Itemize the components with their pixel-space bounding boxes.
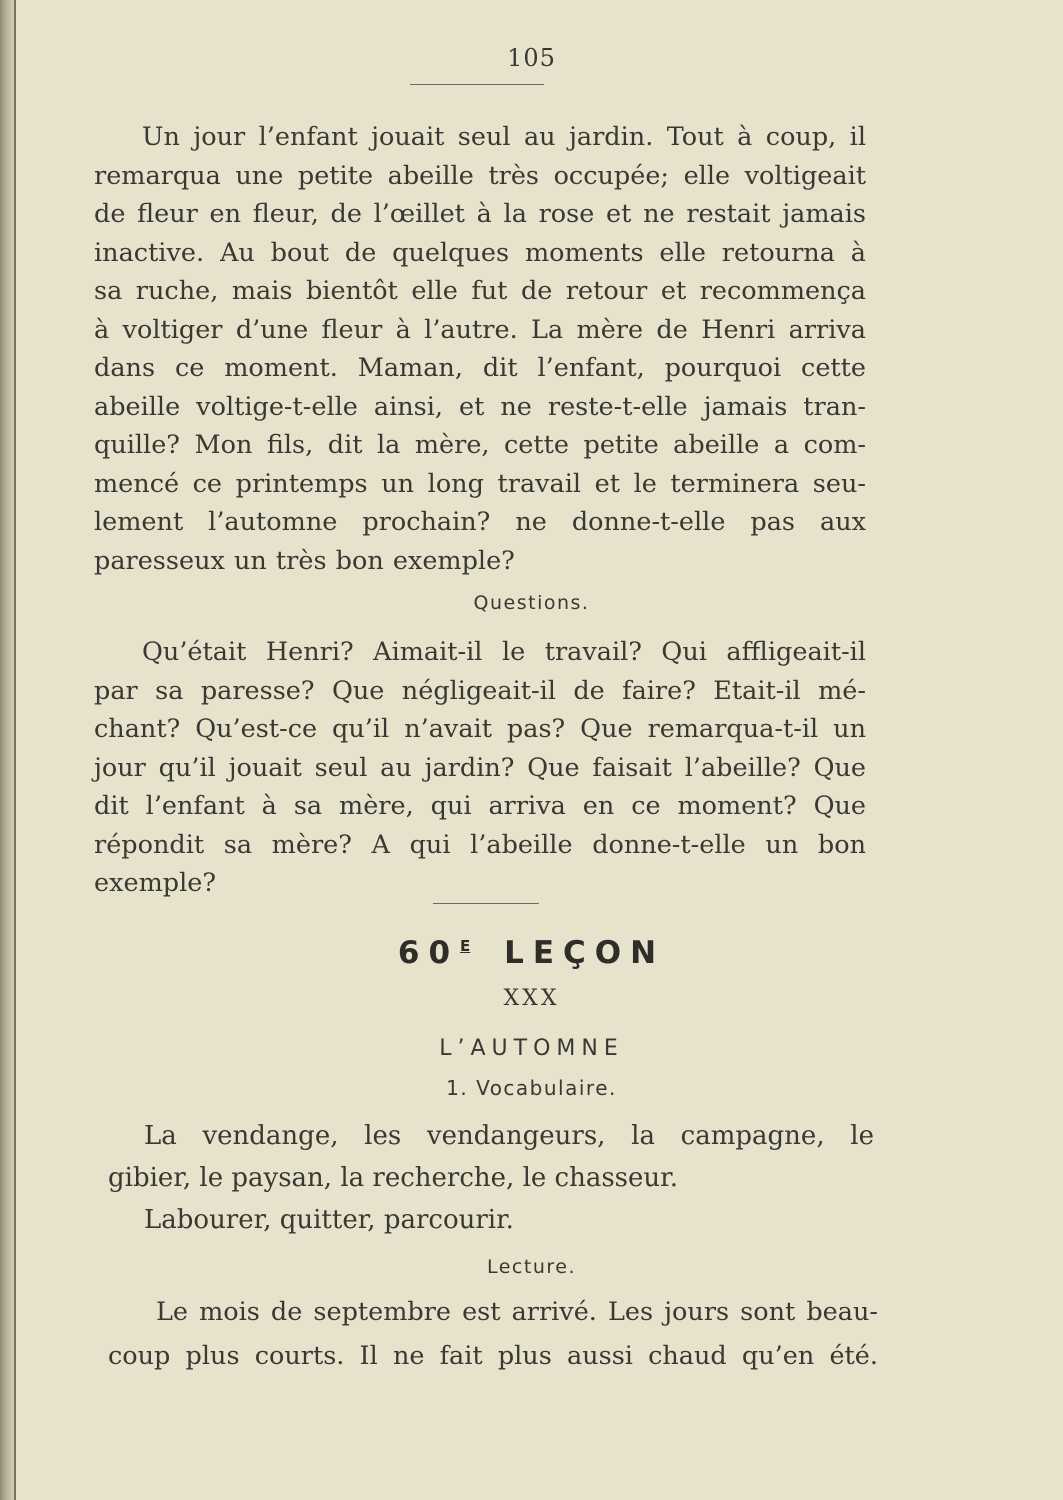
lesson-ordinal-suffix: E <box>460 937 471 955</box>
section-divider <box>433 903 539 904</box>
vocabulary-list <box>108 1115 874 1241</box>
story-line: paresseux un très bon exemple? <box>94 545 515 576</box>
questions-heading: Questions. <box>473 592 590 614</box>
questions-paragraph <box>94 633 866 903</box>
vocabulary-line: La vendange, les vendangeurs, la campagne, le <box>144 1121 874 1151</box>
question-line: par sa paresse? Que négligeait-il de faire? Etait-il mé- <box>94 675 866 706</box>
vocabulary-line: Labourer, quitter, parcourir. <box>144 1205 514 1235</box>
reading-line: coup plus courts. Il ne fait plus aussi chaud qu’en été. <box>108 1341 878 1371</box>
story-line: abeille voltige-t-elle ainsi, et ne reste-t-elle jamais tran- <box>94 391 866 422</box>
story-line: sa ruche, mais bientôt elle fut de retour et recommença <box>94 276 866 306</box>
story-line: à voltiger d’une fleur à l’autre. La mère de Henri arriva <box>94 314 866 345</box>
lesson-number: 60 <box>397 935 460 971</box>
reading-paragraph <box>108 1290 878 1378</box>
page-number-rule <box>410 84 544 85</box>
story-line: dans ce moment. Maman, dit l’enfant, pourquoi cette <box>94 353 866 383</box>
story-line: lement l’automne prochain? ne donne-t-elle pas aux <box>94 507 866 537</box>
reading-heading: Lecture. <box>486 1256 576 1278</box>
chapter-title: L’AUTOMNE <box>439 1036 624 1061</box>
question-line: chant? Qu’est-ce qu’il n’avait pas? Que remarqua-t-il un <box>94 714 866 744</box>
story-paragraph <box>94 118 866 580</box>
story-line: quille? Mon fils, dit la mère, cette petite abeille a com- <box>94 430 866 460</box>
story-line: remarqua une petite abeille très occupée; elle voltigeait <box>94 160 866 191</box>
vocabulary-heading: 1. Vocabulaire. <box>446 1076 617 1100</box>
vocabulary-line: gibier, le paysan, la recherche, le chasseur. <box>108 1163 678 1193</box>
question-line: exemple? <box>94 868 216 898</box>
story-line: de fleur en fleur, de l’œillet à la rose et ne restait jamais <box>94 199 866 229</box>
lesson-roman-numeral: XXX <box>503 986 560 1011</box>
lesson-word: LEÇON <box>504 935 666 971</box>
lesson-title <box>0 935 1063 971</box>
reading-line: Le mois de septembre est arrivé. Les jours sont beau- <box>156 1297 878 1327</box>
story-line: Un jour l’enfant jouait seul au jardin. Tout à coup, il <box>142 122 866 152</box>
question-line: dit l’enfant à sa mère, qui arriva en ce moment? Que <box>94 791 866 821</box>
page-number: 105 <box>507 44 556 72</box>
story-line: inactive. Au bout de quelques moments elle retourna à <box>94 237 866 268</box>
story-line: mencé ce printemps un long travail et le terminera seu- <box>94 468 866 499</box>
question-line: Qu’était Henri? Aimait-il le travail? Qui affligeait-il <box>142 637 866 667</box>
question-line: jour qu’il jouait seul au jardin? Que faisait l’abeille? Que <box>94 752 866 783</box>
question-line: répondit sa mère? A qui l’abeille donne-t-elle un bon <box>94 829 866 860</box>
